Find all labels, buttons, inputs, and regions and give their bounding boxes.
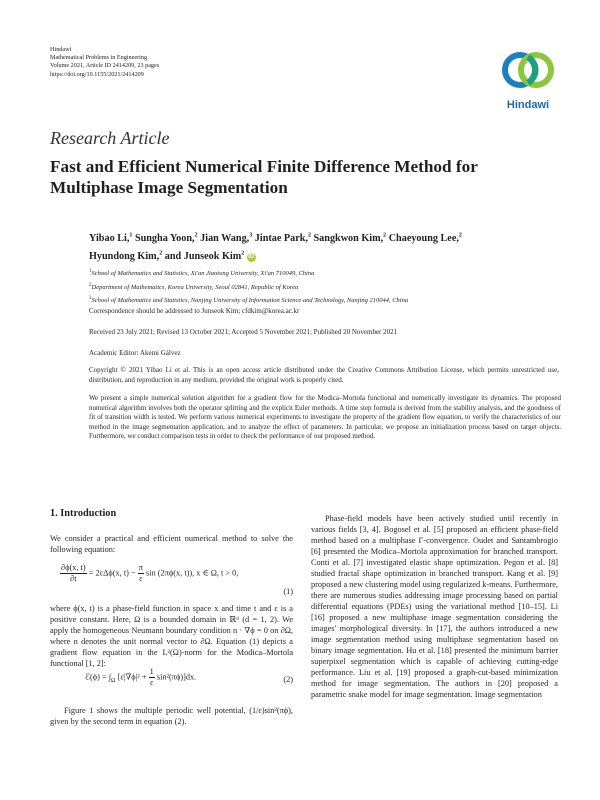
article-type: Research Article: [50, 128, 170, 148]
intro-paragraph: Figure 1 shows the multiple periodic well potential, (1/ε)sin²(πϕ), given by the second term in equation (2).: [50, 706, 293, 726]
affiliation: $^1$School of Mathematics and Statistics, Xi'an Jiaotong University, Xi'an 710049, China: [89, 269, 315, 278]
author[interactable]: and Junseok Kim$^2$: [164, 250, 245, 262]
eq2-fraction: $\frac{1}{\varepsilon}$: [149, 667, 154, 687]
section-heading: 1. Introduction: [50, 508, 117, 519]
article-title: Fast and Efficient Numerical Finite Difference Method for Multiphase Image Segmentation: [50, 157, 478, 197]
right-column-text: Phase-field models have been actively studied until recently in various fields [3, 4]. Bogosel et al. [5] proposed an efficient phase-field method based on a multiphase Γ-convergence. Oudet and Santambrogio [6] presented the Modica–Mortola approximation for branched transport. Conti et al. [7] investigated elastic shape optimization. Pegon et al. [8] studied fractal shape optimization in branched transport. Kang et al. [9] proposed a new clustering model using regularized k-means. Furthermore, there are numerous studies addressing image processing based on partial differential equations (PDEs) using the variational method [10–15]. Li [16] proposed a new multiphase image segmentation considering the images' morphological diversity. In [17], the authors introduced a new image segmentation method using multiphase segmentation based on binary image segmentation. Hu et al. [18] presented the minimum barrier superpixel segmentation which is capable of achieving cutting-edge performance. Liu et al. [19] proposed a graph-cut-based minimization method for image segmentation. The authors in [20] proposed a parametric snake model for image segmentation. Image segmentation: [311, 514, 558, 699]
author-list: [89, 229, 569, 264]
author[interactable]: Hyundong Kim,$^2$: [89, 250, 163, 262]
academic-editor: Academic Editor: Akemi Gálvez: [89, 349, 181, 357]
equation-1: $\frac{\partial\phi(x, t)}{\partial t}$ = 2εΔϕ(x, t) − $\frac{\pi}{\varepsilon}$ sin (2πϕ(x, t)), x ∈ Ω, t > 0, (1): [61, 563, 293, 596]
publisher-name: Hindawi: [50, 46, 72, 53]
author[interactable]: Jian Wang,$^3$: [200, 233, 253, 245]
equation-2: ℰ(ϕ) = $\int_\Omega$ [ε|∇ϕ|² + $\frac{1}{\varepsilon}$ sin²(πϕ)]dx. (2): [85, 667, 293, 687]
author[interactable]: Chaeyoung Lee,$^2$: [388, 233, 462, 245]
correspondence: Correspondence should be addressed to Junseok Kim; cfdkim@korea.ac.kr: [89, 307, 300, 315]
abstract: We present a simple numerical solution algorithm for a gradient flow for the Modica–Mortola functional and numerically investigate its dynamics. The proposed numerical algorithm involves both the operator splitting and the explicit Euler methods. A time step formula is derived from the stability analysis, and the goodness of fit of transition width is tested. We perform various numerical experiments to investigate the property of the gradient flow equation, to verify the characteristics of our method in the image segmentation application, and to analyze the effect of parameters. In particular, we propose an initialization process based on target objects. Furthermore, we conduct comparison tests in order to check the performance of our proposed method.: [89, 394, 561, 441]
affiliation: $^2$Department of Mathematics, Korea University, Seoul 02841, Republic of Korea: [89, 282, 299, 291]
affiliations: [89, 266, 569, 307]
journal-name: Mathematical Problems in Engineering: [50, 54, 148, 62]
doi-link[interactable]: https://doi.org/10.1155/2021/2414209: [50, 70, 144, 78]
eq1-pi-fraction: $\frac{\pi}{\varepsilon}$: [138, 563, 143, 583]
author[interactable]: Sangkwon Kim,$^2$: [313, 233, 387, 245]
eq2-label: (2): [283, 675, 293, 684]
eq1-lhs-fraction: $\frac{\partial\phi(x, t)}{\partial t}$: [61, 563, 86, 583]
author[interactable]: Jintae Park,$^2$: [254, 233, 311, 245]
copyright: Copyright © 2021 Yibao Li et al. This is an open access article distributed under the Creative Commons Attribution License, which permits unrestricted use, distribution, and reproduction in any medium, provided the original work is properly cited.: [89, 366, 559, 384]
author[interactable]: Sungha Yoon,$^2$: [134, 233, 198, 245]
journal-info: [50, 46, 159, 79]
intro-paragraph: where ϕ(x, t) is a phase-field function in space x and time t and ε is a positive constant. Here, Ω is a bounded domain in ℝᵈ (d = 1, 2). We apply the homogeneous Neumann boundary condition n · ∇ϕ = 0 on ∂Ω, where n denotes the unit normal vector to ∂Ω. Equation (1) depicts a gradient flow equation in the L²(Ω)-norm for the Modica–Mortola functional [1, 2]:: [50, 604, 293, 668]
logo-text: Hindawi: [506, 99, 550, 111]
author[interactable]: Yibao Li,$^1$: [89, 233, 133, 245]
intro-paragraph: We consider a practical and efficient numerical method to solve the following equation:: [50, 534, 293, 554]
volume-info: Volume 2021, Article ID 2414209, 23 pages: [50, 62, 160, 70]
logo-overlap: [528, 57, 536, 83]
affiliation: $^3$School of Mathematics and Statistics, Nanjing University of Information Science and Technology, Nanjing 210044, China: [89, 296, 409, 305]
orcid-icon[interactable]: iD: [248, 253, 255, 260]
dates: Received 23 July 2021; Revised 13 October 2021; Accepted 5 November 2021; Published 20 November 2021: [89, 328, 398, 336]
hindawi-logo-icon: [498, 48, 558, 92]
eq1-label: (1): [283, 587, 293, 596]
hindawi-logo: [498, 48, 558, 111]
